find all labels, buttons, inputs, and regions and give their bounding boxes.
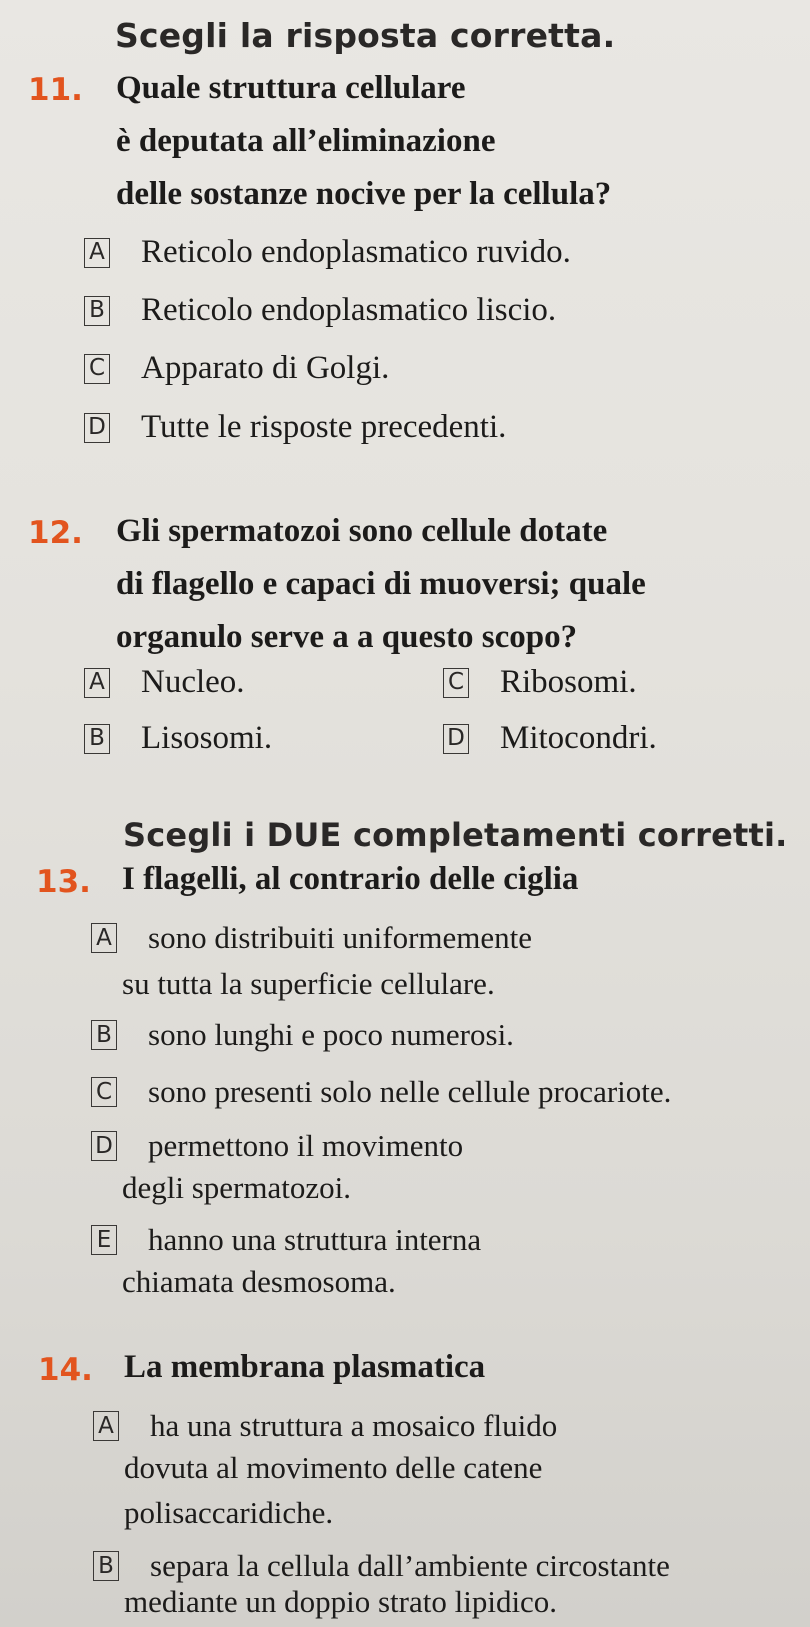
option-text-line-1: permettono il movimento xyxy=(148,1128,464,1163)
option-letter-box: E xyxy=(91,1225,117,1255)
option-letter-box: D xyxy=(443,724,469,754)
option-letter-box: C xyxy=(84,354,110,384)
question-13-text-line-1: I flagelli, al contrario delle ciglia xyxy=(122,861,579,897)
option-text: Tutte le risposte precedenti. xyxy=(141,409,507,445)
question-12-option-a[interactable] xyxy=(84,664,245,701)
question-12-text-line-3: organulo serve a a questo scopo? xyxy=(116,619,578,655)
question-14-option-a-line-3: polisaccaridiche. xyxy=(124,1495,334,1530)
question-13-option-e-line-2: chiamata desmosoma. xyxy=(122,1264,396,1299)
option-text-line-1: sono lunghi e poco numerosi. xyxy=(148,1017,514,1052)
question-11-option-b[interactable] xyxy=(84,292,556,329)
question-13-option-a[interactable] xyxy=(91,920,532,956)
option-text: Reticolo endoplasmatico liscio. xyxy=(141,292,557,328)
question-13-option-d-line-2: degli spermatozoi. xyxy=(122,1170,351,1205)
question-13-option-a-line-2: su tutta la superficie cellulare. xyxy=(122,966,495,1001)
option-letter-box: B xyxy=(84,724,110,754)
question-11-option-d[interactable] xyxy=(84,409,506,446)
option-text-line-1: hanno una struttura interna xyxy=(148,1222,482,1257)
option-text-line-1: separa la cellula dall’ambiente circostante xyxy=(150,1548,670,1583)
question-11-text-line-2: è deputata all’eliminazione xyxy=(116,123,496,159)
question-13-option-e[interactable] xyxy=(91,1222,481,1258)
option-letter-box: B xyxy=(93,1551,119,1581)
option-text: Mitocondri. xyxy=(500,720,657,756)
option-text: Reticolo endoplasmatico ruvido. xyxy=(141,234,571,270)
option-text-line-1: sono distribuiti uniformemente xyxy=(148,920,533,955)
question-13-option-b[interactable] xyxy=(91,1017,514,1053)
option-letter-box: B xyxy=(84,296,110,326)
question-12-option-d[interactable] xyxy=(443,720,657,757)
question-12-text-line-1: Gli spermatozoi sono cellule dotate xyxy=(116,513,608,549)
option-text: Lisosomi. xyxy=(141,720,273,756)
question-12-text-line-2: di flagello e capaci di muoversi; quale xyxy=(116,566,646,602)
option-text-line-1: ha una struttura a mosaico fluido xyxy=(150,1408,558,1443)
section-title-single-answer: Scegli la risposta corretta. xyxy=(115,16,616,55)
option-letter-box: C xyxy=(91,1077,117,1107)
question-14-option-a-line-2: dovuta al movimento delle catene xyxy=(124,1450,543,1485)
question-14-number: 14. xyxy=(38,1352,93,1388)
option-letter-box: C xyxy=(443,668,469,698)
question-11-text-line-1: Quale struttura cellulare xyxy=(116,70,466,106)
option-letter-box: A xyxy=(84,238,110,268)
question-14-text-line-1: La membrana plasmatica xyxy=(124,1349,486,1385)
question-12-option-c[interactable] xyxy=(443,664,637,701)
option-text: Ribosomi. xyxy=(500,664,637,700)
question-11-text-line-3: delle sostanze nocive per la cellula? xyxy=(116,176,612,212)
option-text: Apparato di Golgi. xyxy=(141,350,390,386)
question-12-number: 12. xyxy=(28,515,83,551)
question-14-option-a[interactable] xyxy=(93,1408,557,1444)
question-13-option-d[interactable] xyxy=(91,1128,463,1164)
option-letter-box: A xyxy=(84,668,110,698)
option-letter-box: B xyxy=(91,1020,117,1050)
question-14-option-b[interactable] xyxy=(93,1548,670,1584)
question-13-number: 13. xyxy=(36,864,91,900)
option-text-line-1: sono presenti solo nelle cellule procariote. xyxy=(148,1074,672,1109)
option-letter-box: D xyxy=(91,1131,117,1161)
option-letter-box: D xyxy=(84,413,110,443)
option-letter-box: A xyxy=(93,1411,119,1441)
option-text: Nucleo. xyxy=(141,664,245,700)
question-13-option-c[interactable] xyxy=(91,1074,671,1110)
question-14-option-b-line-2: mediante un doppio strato lipidico. xyxy=(124,1584,558,1619)
section-title-two-answers: Scegli i DUE completamenti corretti. xyxy=(123,816,788,854)
question-11-option-a[interactable] xyxy=(84,234,571,271)
question-12-option-b[interactable] xyxy=(84,720,272,757)
option-letter-box: A xyxy=(91,923,117,953)
question-11-number: 11. xyxy=(28,72,83,108)
question-11-option-c[interactable] xyxy=(84,350,389,387)
